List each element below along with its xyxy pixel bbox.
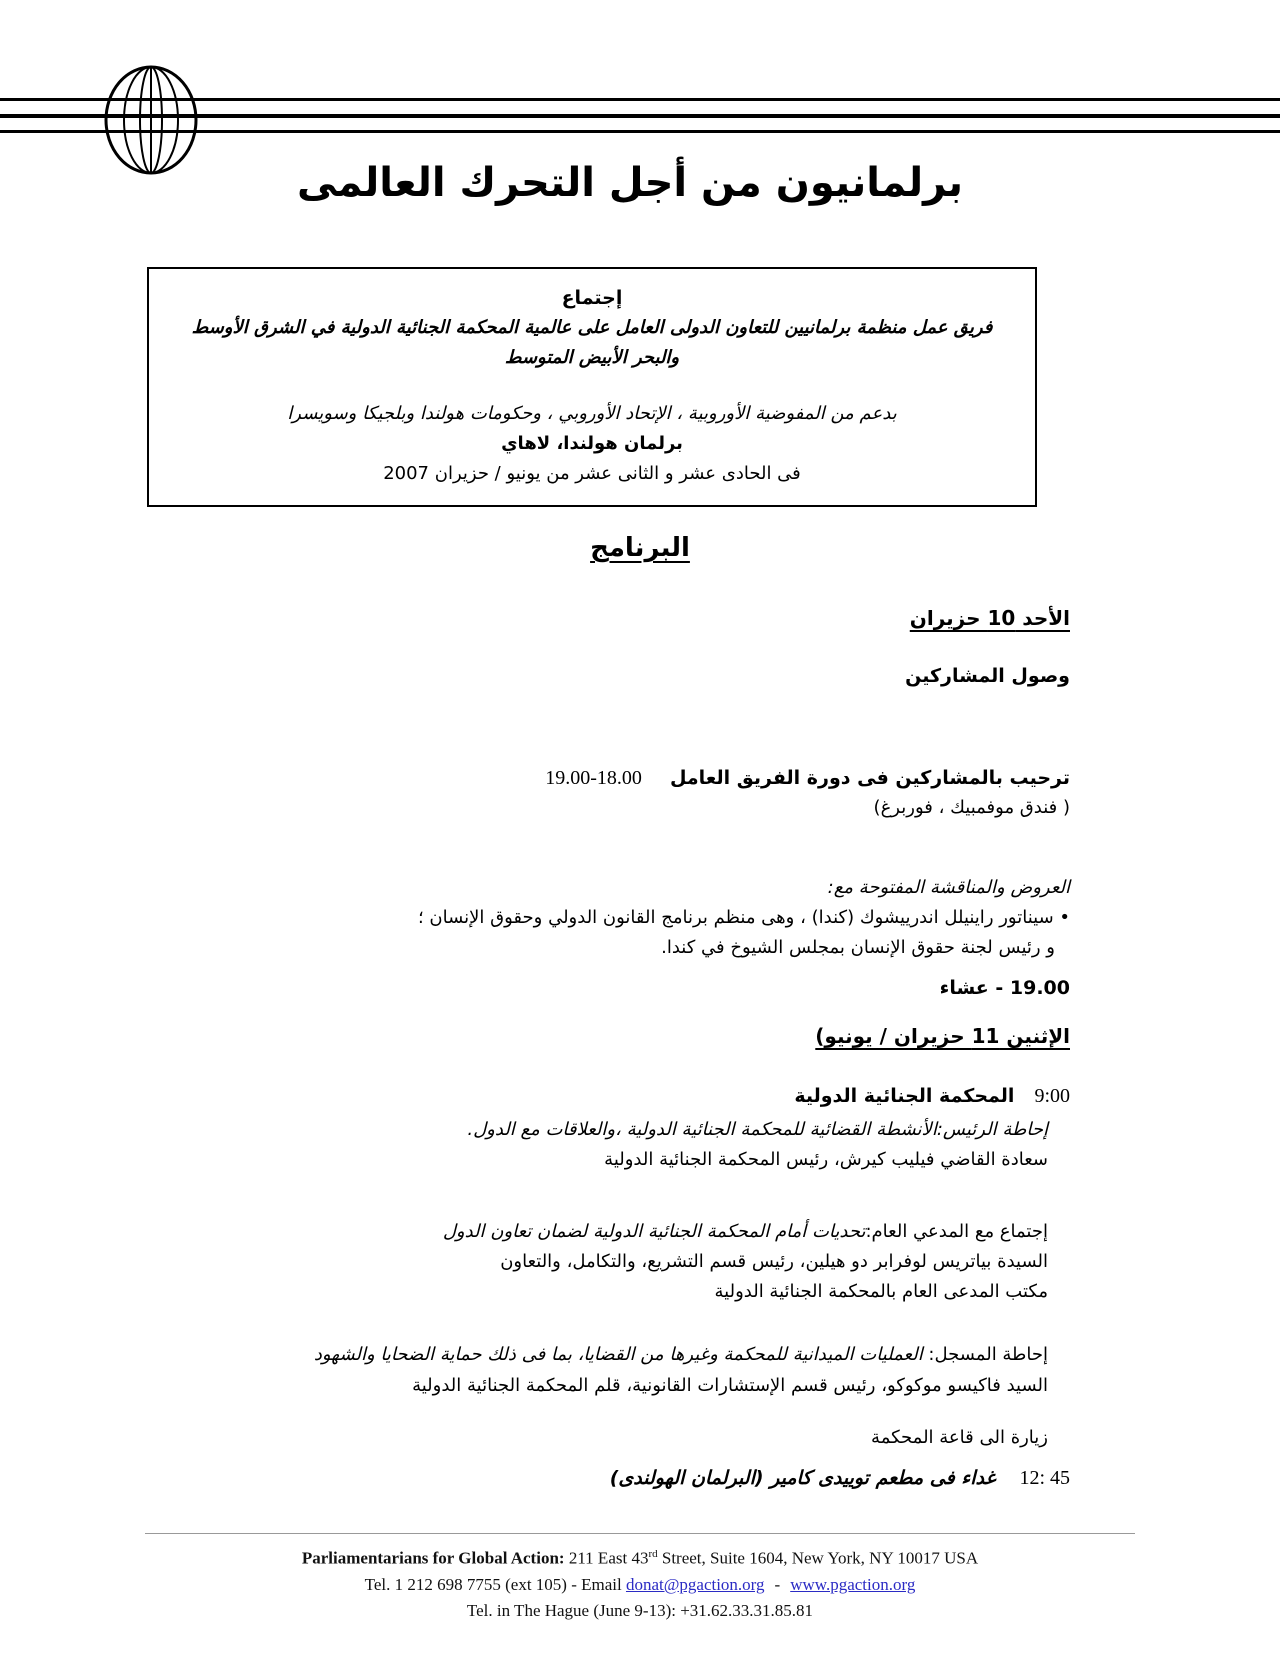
day2-heading: الإثنين 11 حزيران / يونيو) [815,1024,1070,1048]
lunch-session-row [210,1463,1070,1493]
registrar-topic: العمليات الميدانية للمحكمة وغيرها من القضايا، بما فى ذلك حماية الضحايا والشهود [313,1344,923,1365]
support-line: بدعم من المفوضية الأوروبية ، الإتحاد الأوروبي ، وحكومات هولندا وبلجيكا وسويسرا [287,403,897,424]
registrar-lead: إحاطة المسجل: [922,1344,1048,1365]
arrival-line: وصول المشاركين [905,665,1070,687]
day1-heading: الأحد 10 حزيران [909,606,1070,630]
prosecutor-meeting-para [210,1217,1048,1307]
prosecutor-topic-line [210,1217,1048,1247]
box-spacer [159,373,1025,399]
welcome-session-location: ( فندق موفمبيك ، فوربرغ) [873,797,1070,818]
venue-line: برلمان هولندا، لاهاي [501,433,683,454]
president-speaker-line: سعادة القاضي فيليب كيرش، رئيس المحكمة الجنائية الدولية [604,1149,1048,1170]
page-footer [145,1533,1135,1624]
working-group-line2: والبحر الأبيض المتوسط [504,347,680,368]
prosecutor-speaker-line: السيدة بياتريس لوفرابر دو هيلين، رئيس قسم التشريع، والتكامل، والتعاون [500,1251,1048,1272]
welcome-session-title: ترحيب بالمشاركين فى دورة الفريق العامل [669,767,1070,789]
registrar-briefing-para [210,1339,1048,1401]
discussion-bullet1: • سيناتور راينيلل اندرييشوك (كندا) ، وهى منظم برنامج القانون الدولي وحقوق الإنسان ؛ [417,907,1070,928]
footer-address-part1: 211 East 43 [564,1548,649,1568]
registrar-speaker-line: السيد فاكيسو موكوكو، رئيس قسم الإستشارات القانونية، قلم المحكمة الجنائية الدولية [412,1375,1048,1396]
discussion-heading: العروض والمناقشة المفتوحة مع: [827,877,1070,898]
prosecutor-office-line: مكتب المدعى العام بالمحكمة الجنائية الدولية [714,1281,1048,1302]
courtroom-visit-line: زيارة الى قاعة المحكمة [871,1427,1048,1448]
lunch-session-title: غداء فى مطعم توييدى كامير (البرلمان الهولندى) [609,1467,996,1489]
meeting-heading: إجتماع [561,287,623,309]
lunch-session-time: 12: 45 [1019,1467,1070,1489]
discussion-bullet2: و رئيس لجنة حقوق الإنسان بمجلس الشيوخ في كندا. [661,937,1055,958]
footer-tel-prefix: Tel. 1 212 698 7755 (ext 105) - Email [364,1574,626,1594]
working-group-line1: فريق عمل منظمة برلمانيين للتعاون الدولى العامل على عالمية المحكمة الجنائية الدولية في الشرق الأوسط [191,317,993,338]
date-line: فى الحادى عشر و الثانى عشر من يونيو / حزيران 2007 [383,463,801,484]
meeting-info-box [147,267,1037,507]
president-briefing-line: إحاطة الرئيس:الأنشطة القضائية للمحكمة الجنائية الدولية ،والعلاقات مع الدول. [467,1119,1048,1140]
icc-session-row [210,1081,1070,1111]
footer-address-line [145,1541,1135,1572]
icc-session-time: 9:00 [1034,1085,1070,1107]
registrar-topic-line [210,1339,1048,1370]
footer-email-link[interactable]: donat@pgaction.org [625,1574,765,1594]
footer-contact-line [145,1572,1135,1598]
footer-org-name: Parliamentarians for Global Action: [301,1548,565,1568]
footer-website-link[interactable]: www.pgaction.org [790,1574,916,1594]
organization-title: برلمانيون من أجل التحرك العالمى [296,160,964,206]
prosecutor-topic: تحديات أمام المحكمة الجنائية الدولية لضمان تعاون الدول [442,1221,866,1242]
president-briefing-para [210,1115,1048,1175]
program-content [210,603,1070,1493]
footer-link-separator: - [774,1574,781,1594]
letterhead [0,0,1280,255]
welcome-session-row [210,763,1070,793]
footer-hague-line: Tel. in The Hague (June 9-13): +31.62.33.31.85.81 [466,1600,814,1620]
program-heading: البرنامج [590,533,690,563]
footer-address-ordinal: rd [648,1548,658,1560]
icc-session-title: المحكمة الجنائية الدولية [794,1085,1015,1107]
dinner-line: 19.00 - عشاء [939,977,1070,999]
footer-address-part2: Street, Suite 1604, New York, NY 10017 USA [657,1548,979,1568]
prosecutor-lead: إجتماع مع المدعي العام: [865,1221,1048,1242]
welcome-session-time: 19.00-18.00 [545,767,642,789]
